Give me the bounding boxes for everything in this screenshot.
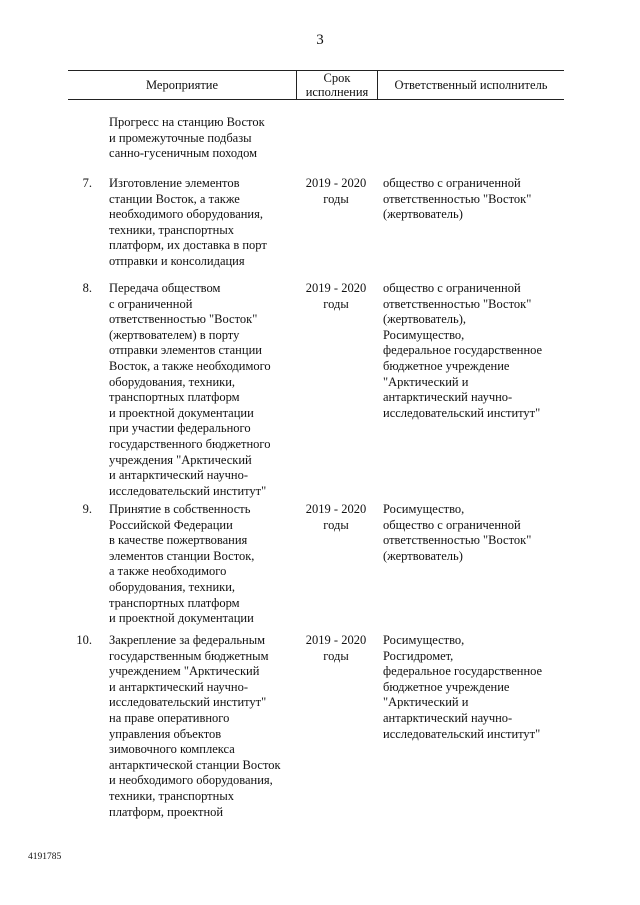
row-term: 2019 - 2020 годы (305, 176, 367, 206)
row-event: Закрепление за федеральным государственным бюджетным учреждением "Арктический и антарктический научно- исследовательский институт" на праве оперативного управления объектов зимовочного комплекса антарктической станции Восток и необходимого оборудования, техники, транспортных платформ, проектной (109, 633, 281, 819)
column-header-term: Срок исполнения (296, 71, 378, 99)
row-event: Изготовление элементов станции Восток, а также необходимого оборудования, техники, транспортных платформ, их доставка в порт отправки и консолидация (109, 176, 267, 268)
row-number: 10. (76, 633, 92, 647)
intro-text: Прогресс на станцию Восток и промежуточные подбазы санно-гусеничным походом (109, 115, 265, 161)
row-number: 9. (82, 502, 92, 516)
row-responsible: Росимущество, Росгидромет, федеральное государственное бюджетное учреждение "Арктический и антарктический научно- исследовательский институт" (383, 633, 543, 741)
row-responsible: общество с ограниченной ответственностью "Восток" (жертвователь) (383, 176, 532, 222)
row-responsible: общество с ограниченной ответственностью "Восток" (жертвователь), Росимущество, федеральное государственное бюджетное учреждение "Арктический и антарктический научно- исследовательский институт" (383, 281, 543, 420)
row-term: 2019 - 2020 годы (305, 502, 367, 532)
column-header-responsible: Ответственный исполнитель (394, 78, 548, 92)
row-event: Передача обществом с ограниченной ответственностью "Восток" (жертвователем) в порту отправки элементов станции Восток, а также необходимого оборудования, техники, транспортных платформ и проектной документации при участии федерального государственного бюджетного учреждения "Арктический и антарктический научно- исследовательский институт" (109, 281, 271, 498)
page-number: 3 (316, 32, 324, 48)
table-header (68, 70, 564, 100)
row-number: 8. (82, 281, 92, 295)
row-event: Принятие в собственность Российской Федерации в качестве пожертвования элементов станции Восток, а также необходимого оборудования, техники, транспортных платформ и проектной документации (109, 502, 255, 626)
row-number: 7. (82, 176, 92, 190)
document-id: 4191785 (28, 852, 62, 862)
column-header-event: Мероприятие (145, 78, 219, 92)
row-term: 2019 - 2020 годы (305, 281, 367, 311)
row-responsible: Росимущество, общество с ограниченной ответственностью "Восток" (жертвователь) (383, 502, 532, 563)
row-term: 2019 - 2020 годы (305, 633, 367, 663)
